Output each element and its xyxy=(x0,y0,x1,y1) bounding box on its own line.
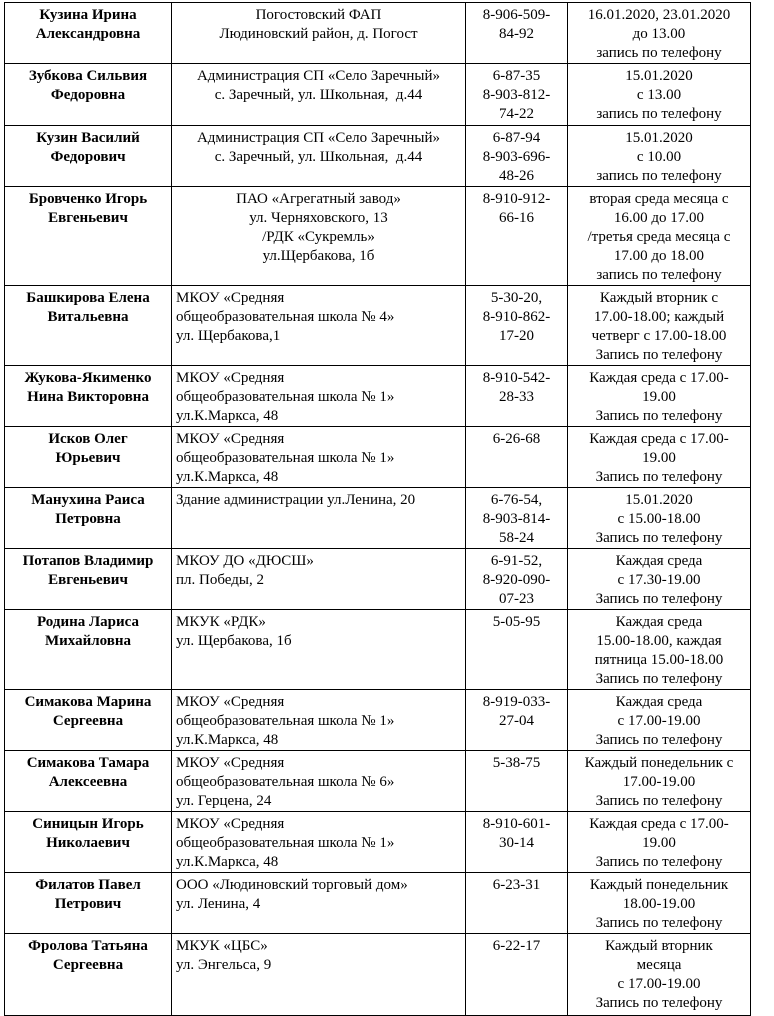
reception-time-cell xyxy=(568,3,751,64)
person-name-line: Евгеньевич xyxy=(48,572,128,588)
phone-line: 8-903-696- xyxy=(482,149,551,165)
phone-line: 30-14 xyxy=(499,835,534,851)
phone-line: 8-903-814- xyxy=(482,511,551,527)
person-name-cell xyxy=(5,488,172,549)
phone-line: 8-919-033- xyxy=(482,694,551,710)
organization-line: пл. Победы, 2 xyxy=(176,572,264,588)
organization-address-cell xyxy=(172,873,466,934)
phone-line: 48-26 xyxy=(499,168,534,184)
person-name-line: Николаевич xyxy=(46,835,130,851)
organization-address-cell xyxy=(172,3,466,64)
organization-address-cell xyxy=(172,64,466,126)
organization-address-cell xyxy=(172,488,466,549)
phone-line: 6-91-52, xyxy=(490,553,543,569)
table-body xyxy=(5,3,751,1016)
organization-line: Администрация СП «Село Заречный» xyxy=(196,130,441,146)
phone-line: 8-910-912- xyxy=(482,191,551,207)
person-name-line: Петрович xyxy=(54,896,122,912)
person-name-line: Зубкова Сильвия xyxy=(28,68,148,84)
reception-time-line: Запись по телефону xyxy=(595,347,723,363)
person-name-line: Манухина Раиса xyxy=(31,492,145,508)
organization-line: ул.Щербакова, 1б xyxy=(262,248,375,264)
person-name-cell xyxy=(5,3,172,64)
organization-line: общеобразовательная школа № 1» xyxy=(176,450,395,466)
organization-address-cell xyxy=(172,751,466,812)
person-name-line: Юрьевич xyxy=(55,450,121,466)
person-name-cell xyxy=(5,427,172,488)
reception-time-line: Запись по телефону xyxy=(595,469,723,485)
reception-time-line: с 17.00-19.00 xyxy=(617,976,701,992)
person-name-line: Родина Лариса xyxy=(37,614,139,630)
organization-line: ул.К.Маркса, 48 xyxy=(176,732,279,748)
person-name-cell xyxy=(5,286,172,366)
person-name-line: Федоровна xyxy=(50,87,126,103)
phone-line: 6-22-17 xyxy=(492,938,541,954)
phone-cell xyxy=(466,873,568,934)
reception-time-line: Запись по телефону xyxy=(595,530,723,546)
phone-line: 17-20 xyxy=(499,328,534,344)
phone-cell xyxy=(466,187,568,286)
phone-line: 8-906-509- xyxy=(482,7,551,23)
table-row xyxy=(5,3,751,64)
organization-line: ул.К.Маркса, 48 xyxy=(176,469,279,485)
organization-line: ул. Герцена, 24 xyxy=(176,793,272,809)
reception-time-line: запись по телефону xyxy=(596,168,722,184)
reception-time-line: 19.00 xyxy=(642,450,676,466)
phone-line: 5-38-75 xyxy=(492,755,541,771)
reception-schedule-table xyxy=(4,2,751,1016)
reception-time-line: Каждая среда с 17.00- xyxy=(589,370,729,386)
reception-time-line: с 17.30-19.00 xyxy=(617,572,701,588)
organization-line: Людиновский район, д. Погост xyxy=(219,26,418,42)
phone-line: 6-87-94 xyxy=(492,130,541,146)
organization-line: с. Заречный, ул. Школьная, д.44 xyxy=(214,149,423,165)
reception-time-line: 17.00 до 18.00 xyxy=(613,248,705,264)
reception-time-line: 15.00-18.00, каждая xyxy=(596,633,722,649)
reception-time-cell xyxy=(568,751,751,812)
phone-line: 6-76-54, xyxy=(490,492,543,508)
organization-line: ул. Черняховского, 13 xyxy=(249,210,388,226)
person-name-cell xyxy=(5,64,172,126)
reception-time-line: Каждый понедельник xyxy=(589,877,729,893)
organization-line: ул. Ленина, 4 xyxy=(176,896,261,912)
phone-cell xyxy=(466,126,568,187)
phone-line: 8-920-090- xyxy=(482,572,551,588)
phone-cell xyxy=(466,64,568,126)
person-name-line: Кузин Василий xyxy=(36,130,140,146)
phone-line: 8-910-601- xyxy=(482,816,551,832)
person-name-cell xyxy=(5,610,172,690)
table-row xyxy=(5,812,751,873)
organization-address-cell xyxy=(172,812,466,873)
organization-line: ПАО «Агрегатный завод» xyxy=(236,191,401,207)
reception-time-line: 19.00 xyxy=(642,389,676,405)
organization-address-cell xyxy=(172,126,466,187)
person-name-line: Федорович xyxy=(50,149,126,165)
phone-line: 84-92 xyxy=(499,26,534,42)
organization-address-cell xyxy=(172,187,466,286)
person-name-line: Филатов Павел xyxy=(35,877,141,893)
reception-time-line: месяца xyxy=(636,957,682,973)
reception-time-cell xyxy=(568,610,751,690)
table-row xyxy=(5,873,751,934)
reception-time-line: 16.00 до 17.00 xyxy=(613,210,705,226)
reception-time-line: запись по телефону xyxy=(596,106,722,122)
reception-time-cell xyxy=(568,427,751,488)
table-row xyxy=(5,126,751,187)
reception-time-cell xyxy=(568,488,751,549)
phone-line: 5-05-95 xyxy=(492,614,541,630)
reception-time-line: 19.00 xyxy=(642,835,676,851)
table-row xyxy=(5,751,751,812)
reception-time-cell xyxy=(568,549,751,610)
reception-time-line: Каждая среда xyxy=(615,553,703,569)
phone-cell xyxy=(466,366,568,427)
phone-line: 58-24 xyxy=(499,530,534,546)
organization-line: общеобразовательная школа № 1» xyxy=(176,835,395,851)
reception-time-line: Запись по телефону xyxy=(595,671,723,687)
phone-cell xyxy=(466,610,568,690)
organization-line: общеобразовательная школа № 1» xyxy=(176,713,395,729)
reception-time-line: Запись по телефону xyxy=(595,793,723,809)
person-name-line: Евгеньевич xyxy=(48,210,128,226)
person-name-cell xyxy=(5,690,172,751)
table-row xyxy=(5,934,751,1016)
reception-time-line: Запись по телефону xyxy=(595,408,723,424)
organization-address-cell xyxy=(172,549,466,610)
phone-line: 5-30-20, xyxy=(490,290,543,306)
organization-line: МКОУ «Средняя xyxy=(176,431,285,447)
person-name-line: Бровченко Игорь xyxy=(28,191,148,207)
reception-time-cell xyxy=(568,690,751,751)
phone-cell xyxy=(466,934,568,1016)
reception-time-line: Запись по телефону xyxy=(595,995,723,1011)
organization-line: МКОУ «Средняя xyxy=(176,290,285,306)
table-row xyxy=(5,64,751,126)
reception-time-cell xyxy=(568,286,751,366)
phone-cell xyxy=(466,427,568,488)
reception-time-line: 15.01.2020 xyxy=(625,68,693,84)
table-row xyxy=(5,427,751,488)
reception-time-cell xyxy=(568,873,751,934)
organization-address-cell xyxy=(172,366,466,427)
reception-time-line: Запись по телефону xyxy=(595,915,723,931)
organization-line: /РДК «Сукремль» xyxy=(262,229,375,245)
reception-time-line: с 15.00-18.00 xyxy=(617,511,701,527)
phone-line: 6-87-35 xyxy=(492,68,541,84)
reception-time-line: Каждый понедельник с xyxy=(584,755,734,771)
reception-time-line: Каждый вторник xyxy=(605,938,713,954)
organization-line: МКОУ «Средняя xyxy=(176,755,285,771)
organization-line: ООО «Людиновский торговый дом» xyxy=(176,877,408,893)
organization-line: Погостовский ФАП xyxy=(255,7,382,23)
person-name-line: Сергеевна xyxy=(52,713,124,729)
person-name-cell xyxy=(5,812,172,873)
organization-line: МКОУ ДО «ДЮСШ» xyxy=(176,553,314,569)
reception-time-cell xyxy=(568,366,751,427)
organization-line: общеобразовательная школа № 1» xyxy=(176,389,395,405)
reception-time-line: с 13.00 xyxy=(636,87,682,103)
phone-line: 66-16 xyxy=(499,210,534,226)
reception-time-line: Запись по телефону xyxy=(595,732,723,748)
person-name-line: Петровна xyxy=(55,511,121,527)
person-name-line: Нина Викторовна xyxy=(27,389,149,405)
person-name-line: Симакова Тамара xyxy=(26,755,150,771)
phone-cell xyxy=(466,549,568,610)
organization-line: ул. Энгельса, 9 xyxy=(176,957,272,973)
reception-time-line: Каждая среда xyxy=(615,694,703,710)
organization-line: ул. Щербакова,1 xyxy=(176,328,281,344)
organization-address-cell xyxy=(172,690,466,751)
reception-time-line: с 17.00-19.00 xyxy=(617,713,701,729)
reception-time-line: Каждая среда с 17.00- xyxy=(589,816,729,832)
table-row xyxy=(5,690,751,751)
reception-time-line: четверг с 17.00-18.00 xyxy=(591,328,727,344)
organization-line: МКУК «РДК» xyxy=(176,614,266,630)
phone-line: 8-910-542- xyxy=(482,370,551,386)
organization-address-cell xyxy=(172,610,466,690)
table-row xyxy=(5,488,751,549)
person-name-line: Фролова Татьяна xyxy=(28,938,148,954)
reception-time-cell xyxy=(568,126,751,187)
person-name-line: Алексеевна xyxy=(48,774,128,790)
reception-time-line: Каждая среда xyxy=(615,614,703,630)
phone-line: 8-903-812- xyxy=(482,87,551,103)
person-name-line: Исков Олег xyxy=(48,431,128,447)
reception-time-line: 17.00-19.00 xyxy=(622,774,696,790)
reception-time-cell xyxy=(568,934,751,1016)
person-name-cell xyxy=(5,366,172,427)
phone-cell xyxy=(466,690,568,751)
reception-time-line: до 13.00 xyxy=(632,26,686,42)
phone-line: 6-26-68 xyxy=(492,431,541,447)
person-name-line: Михайловна xyxy=(44,633,132,649)
reception-time-cell xyxy=(568,64,751,126)
phone-cell xyxy=(466,751,568,812)
organization-line: МКОУ «Средняя xyxy=(176,816,285,832)
organization-address-cell xyxy=(172,934,466,1016)
organization-line: ул.К.Маркса, 48 xyxy=(176,854,279,870)
reception-time-line: 17.00-18.00; каждый xyxy=(593,309,725,325)
reception-schedule-document xyxy=(4,2,750,1016)
phone-line: 8-910-862- xyxy=(482,309,551,325)
reception-time-line: с 10.00 xyxy=(636,149,682,165)
organization-address-cell xyxy=(172,427,466,488)
table-row xyxy=(5,187,751,286)
phone-cell xyxy=(466,488,568,549)
table-row xyxy=(5,610,751,690)
phone-cell xyxy=(466,812,568,873)
organization-line: ул. Щербакова, 1б xyxy=(176,633,292,649)
phone-line: 28-33 xyxy=(499,389,534,405)
person-name-cell xyxy=(5,549,172,610)
person-name-cell xyxy=(5,187,172,286)
organization-line: Администрация СП «Село Заречный» xyxy=(196,68,441,84)
person-name-line: Потапов Владимир xyxy=(22,553,154,569)
person-name-cell xyxy=(5,751,172,812)
phone-line: 74-22 xyxy=(499,106,534,122)
organization-address-cell xyxy=(172,286,466,366)
table-row xyxy=(5,549,751,610)
person-name-line: Башкирова Елена xyxy=(26,290,150,306)
person-name-line: Жукова-Якименко xyxy=(24,370,152,386)
table-row xyxy=(5,366,751,427)
reception-time-line: 15.01.2020 xyxy=(625,130,693,146)
reception-time-line: Каждый вторник с xyxy=(599,290,719,306)
person-name-line: Кузина Ирина xyxy=(39,7,137,23)
phone-line: 27-04 xyxy=(499,713,534,729)
organization-line: МКОУ «Средняя xyxy=(176,370,285,386)
reception-time-cell xyxy=(568,187,751,286)
reception-time-line: запись по телефону xyxy=(596,45,722,61)
person-name-line: Сергеевна xyxy=(52,957,124,973)
phone-line: 6-23-31 xyxy=(492,877,541,893)
organization-line: общеобразовательная школа № 6» xyxy=(176,774,395,790)
reception-time-line: Каждая среда с 17.00- xyxy=(589,431,729,447)
reception-time-line: 15.01.2020 xyxy=(625,492,693,508)
reception-time-line: 18.00-19.00 xyxy=(622,896,696,912)
reception-time-line: 16.01.2020, 23.01.2020 xyxy=(587,7,731,23)
reception-time-line: Запись по телефону xyxy=(595,854,723,870)
person-name-cell xyxy=(5,934,172,1016)
phone-cell xyxy=(466,286,568,366)
person-name-cell xyxy=(5,126,172,187)
organization-line: с. Заречный, ул. Школьная, д.44 xyxy=(214,87,423,103)
organization-line: Здание администрации ул.Ленина, 20 xyxy=(176,492,416,508)
table-row xyxy=(5,286,751,366)
reception-time-line: /третья среда месяца с xyxy=(587,229,731,245)
person-name-cell xyxy=(5,873,172,934)
person-name-line: Витальевна xyxy=(47,309,129,325)
person-name-line: Симакова Марина xyxy=(24,694,152,710)
organization-line: МКОУ «Средняя xyxy=(176,694,285,710)
reception-time-line: Запись по телефону xyxy=(595,591,723,607)
reception-time-line: вторая среда месяца с xyxy=(589,191,729,207)
phone-line: 07-23 xyxy=(499,591,534,607)
person-name-line: Синицын Игорь xyxy=(32,816,144,832)
person-name-line: Александровна xyxy=(35,26,141,42)
reception-time-line: запись по телефону xyxy=(596,267,722,283)
organization-line: общеобразовательная школа № 4» xyxy=(176,309,395,325)
phone-cell xyxy=(466,3,568,64)
organization-line: МКУК «ЦБС» xyxy=(176,938,268,954)
organization-line: ул.К.Маркса, 48 xyxy=(176,408,279,424)
reception-time-line: пятница 15.00-18.00 xyxy=(594,652,724,668)
reception-time-cell xyxy=(568,812,751,873)
